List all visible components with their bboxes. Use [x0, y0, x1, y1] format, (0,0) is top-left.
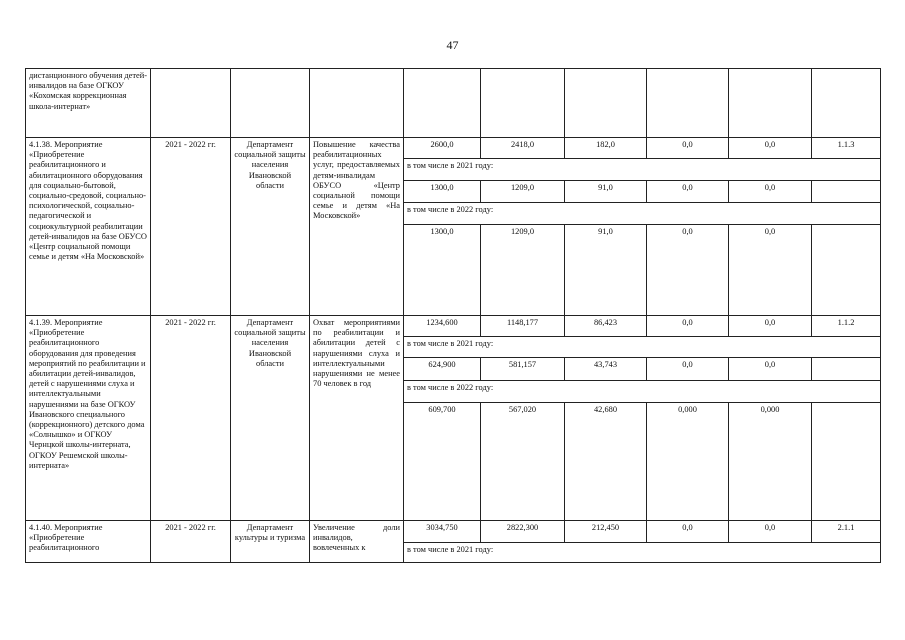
- total-value: 0,0: [647, 138, 729, 159]
- table-row: [26, 69, 881, 138]
- year-2021-value: 0,0: [647, 358, 729, 381]
- year-2022-value: 91,0: [565, 225, 647, 316]
- year-2022-value: 1209,0: [481, 225, 565, 316]
- year-2021-value: 0,0: [647, 181, 729, 203]
- total-value: 86,423: [565, 316, 647, 337]
- year-2021-value: 43,743: [565, 358, 647, 381]
- total-value: 2822,300: [481, 521, 565, 543]
- total-value: 0,0: [647, 521, 729, 543]
- executor: Департамент культуры и туризма: [231, 521, 310, 563]
- total-value: 0,0: [729, 316, 812, 337]
- total-value: 0,0: [729, 521, 812, 543]
- total-value: 1148,177: [481, 316, 565, 337]
- executor: Департамент социальной защиты населения Ивановской области: [231, 138, 310, 316]
- activity-name: 4.1.39. Мероприятие «Приобретение реабилитационного оборудования для проведения мероприятий по реабилитации и абилитации детей-инвалидов, детей с нарушениями слуха и интеллектуальными нарушениями на базе ОГКОУ Ивановского специального (коррекционного) детского дома «Солнышко» и ОГКОУ Чернцкой школы-интерната, ОГКОУ Решемской школы-интерната»: [26, 316, 151, 521]
- year-2022-value: 0,0: [729, 225, 812, 316]
- year-2021-value: 0,0: [729, 358, 812, 381]
- indicator-code: 1.1.2: [812, 316, 881, 337]
- year-2022-value: 567,020: [481, 403, 565, 521]
- period: 2021 - 2022 гг.: [151, 138, 231, 316]
- total-value: 212,450: [565, 521, 647, 543]
- year-2021-value: 1209,0: [481, 181, 565, 203]
- executor: Департамент социальной защиты населения Ивановской области: [231, 316, 310, 521]
- indicator-code: 2.1.1: [812, 521, 881, 543]
- year-2022-value: 42,680: [565, 403, 647, 521]
- activity-name: 4.1.40. Мероприятие «Приобретение реабилитационного: [26, 521, 151, 563]
- year-label-2022: в том числе в 2022 году:: [404, 203, 881, 225]
- total-value: 2600,0: [404, 138, 481, 159]
- period: 2021 - 2022 гг.: [151, 316, 231, 521]
- expected-result: Увеличение доли инвалидов, вовлеченных к: [310, 521, 404, 563]
- page-number: 47: [446, 38, 459, 52]
- table-row: [26, 138, 881, 159]
- budget-table: [25, 68, 881, 563]
- indicator-code: 1.1.3: [812, 138, 881, 159]
- year-2022-value: 0,000: [647, 403, 729, 521]
- year-2022-value: 0,000: [729, 403, 812, 521]
- year-label-2021: в том числе в 2021 году:: [404, 159, 881, 181]
- year-2022-value: 609,700: [404, 403, 481, 521]
- total-value: 3034,750: [404, 521, 481, 543]
- total-value: 1234,600: [404, 316, 481, 337]
- year-2021-value: 624,900: [404, 358, 481, 381]
- year-2021-value: 0,0: [729, 181, 812, 203]
- expected-result: Охват мероприятиями по реабилитации и абилитации детей с нарушениями слуха и интеллектуальными нарушениями не менее 70 человек в год: [310, 316, 404, 521]
- total-value: 2418,0: [481, 138, 565, 159]
- activity-name: дистанционного обучения детей-инвалидов на базе ОГКОУ «Кохомская коррекционная школа-интернат»: [26, 69, 151, 138]
- year-2022-value: 1300,0: [404, 225, 481, 316]
- year-2021-value: 581,157: [481, 358, 565, 381]
- expected-result: Повышение качества реабилитационных услуг, предоставляемых детям-инвалидам ОБУСО «Центр социальной помощи семье и детям «На Московской»: [310, 138, 404, 316]
- table-row: [26, 316, 881, 337]
- year-label-2021: в том числе в 2021 году:: [404, 543, 881, 563]
- total-value: 182,0: [565, 138, 647, 159]
- activity-name: 4.1.38. Мероприятие «Приобретение реабилитационного и абилитационного оборудования для социально-бытовой, социально-средовой, социально-психологической, социально-педагогической и социокультурной реабилитации детей-инвалидов на базе ОБУСО «Центр социальной помощи семье и детям «На Московской»: [26, 138, 151, 316]
- year-2021-value: 1300,0: [404, 181, 481, 203]
- period: 2021 - 2022 гг.: [151, 521, 231, 563]
- total-value: 0,0: [647, 316, 729, 337]
- year-label-2022: в том числе в 2022 году:: [404, 381, 881, 403]
- total-value: 0,0: [729, 138, 812, 159]
- table-row: [26, 521, 881, 543]
- year-2021-value: 91,0: [565, 181, 647, 203]
- year-2022-value: 0,0: [647, 225, 729, 316]
- year-label-2021: в том числе в 2021 году:: [404, 337, 881, 358]
